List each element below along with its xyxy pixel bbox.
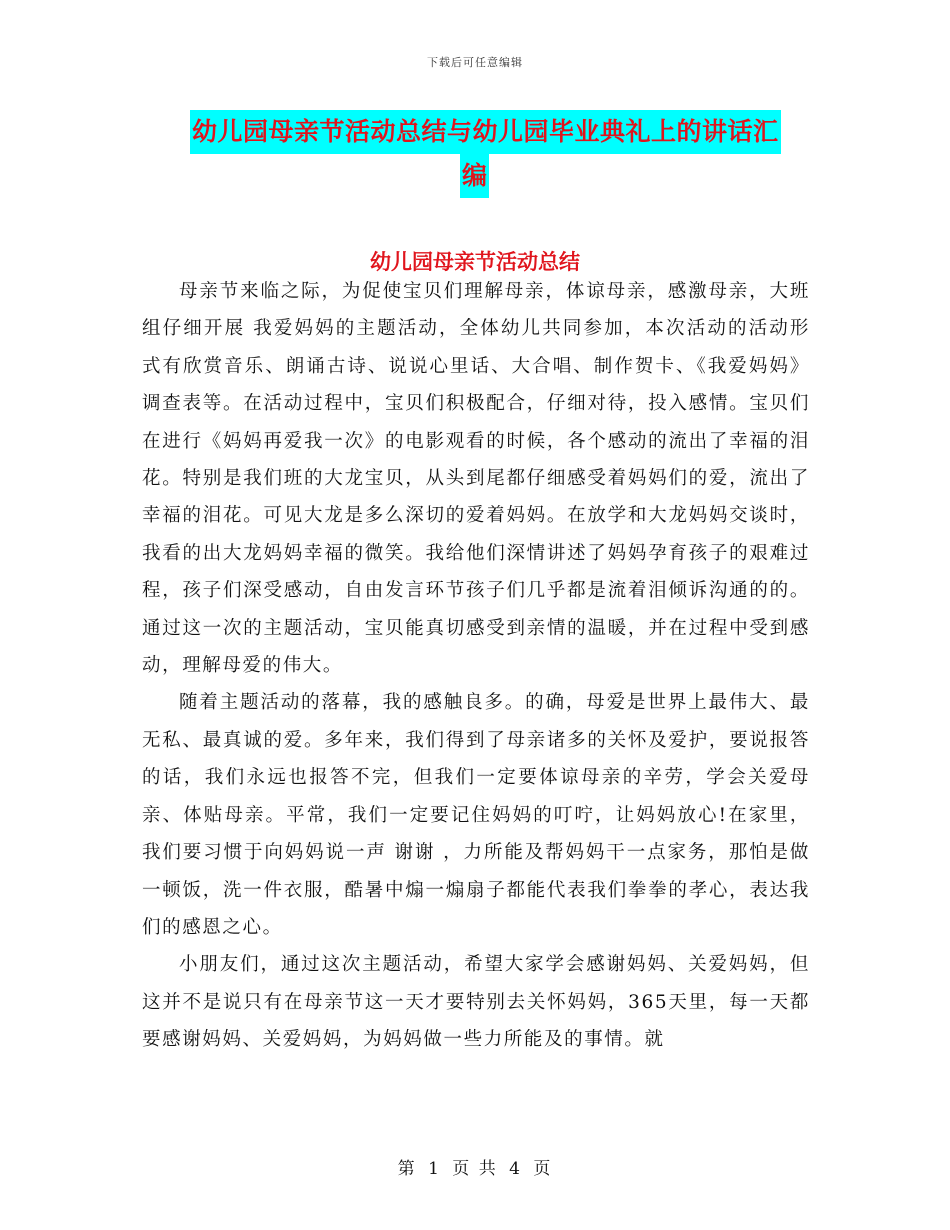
body-paragraph-3: 小朋友们，通过这次主题活动，希望大家学会感谢妈妈、关爱妈妈，但这并不是说只有在母亲节这一天才要特别去关怀妈妈，365天里，每一天都要感谢妈妈、关爱妈妈，为妈妈做一些力所能及的事情。就 — [142, 954, 810, 1051]
page-total: 4 — [509, 1159, 522, 1179]
page-label-prefix: 第 — [397, 1159, 417, 1179]
document-title-line-1: 幼儿园母亲节活动总结与幼儿园毕业典礼上的讲话汇 — [190, 110, 781, 154]
page-label-middle: 页 共 — [452, 1159, 498, 1179]
header-note: 下载后可任意编辑 — [427, 56, 523, 69]
section-title: 幼儿园母亲节活动总结 — [370, 249, 580, 274]
page-number: 1 — [428, 1159, 441, 1179]
document-title-line-2: 编 — [460, 154, 489, 198]
document-title — [190, 110, 810, 198]
body-paragraph-1: 母亲节来临之际，为促使宝贝们理解母亲，体谅母亲，感激母亲，大班组仔细开展 我爱妈妈的主题活动，全体幼儿共同参加，本次活动的活动形式有欣赏音乐、朗诵古诗、说说心里话、大合唱、制作贺卡、《我爱妈妈》调查表等。在活动过程中，宝贝们积极配合，仔细对待，投入感情。宝贝们在进行《妈妈再爱我一次》的电影观看的时候，各个感动的流出了幸福的泪花。特别是我们班的大龙宝贝，从头到尾都仔细感受着妈妈们的爱，流出了幸福的泪花。可见大龙是多么深切的爱着妈妈。在放学和大龙妈妈交谈时，我看的出大龙妈妈幸福的微笑。我给他们深情讲述了妈妈孕育孩子的艰难过程，孩子们深受感动，自由发言环节孩子们几乎都是流着泪倾诉沟通的的。通过这一次的主题活动，宝贝能真切感受到亲情的温暖，并在过程中受到感动，理解母爱的伟大。 — [142, 281, 810, 677]
body-paragraph-2: 随着主题活动的落幕，我的感触良多。的确，母爱是世界上最伟大、最无私、最真诚的爱。多年来，我们得到了母亲诸多的关怀及爱护，要说报答的话，我们永远也报答不完，但我们一定要体谅母亲的辛劳，学会关爱母亲、体贴母亲。平常，我们一定要记住妈妈的叮咛，让妈妈放心!在家里，我们要习惯于向妈妈说一声 谢谢 ，力所能及帮妈妈干一点家务，那怕是做一顿饭，洗一件衣服，酷暑中煽一煽扇子都能代表我们拳拳的孝心，表达我们的感恩之心。 — [142, 692, 810, 938]
page-footer — [0, 1154, 950, 1179]
document-body — [142, 273, 810, 1059]
page-label-suffix: 页 — [533, 1159, 553, 1179]
